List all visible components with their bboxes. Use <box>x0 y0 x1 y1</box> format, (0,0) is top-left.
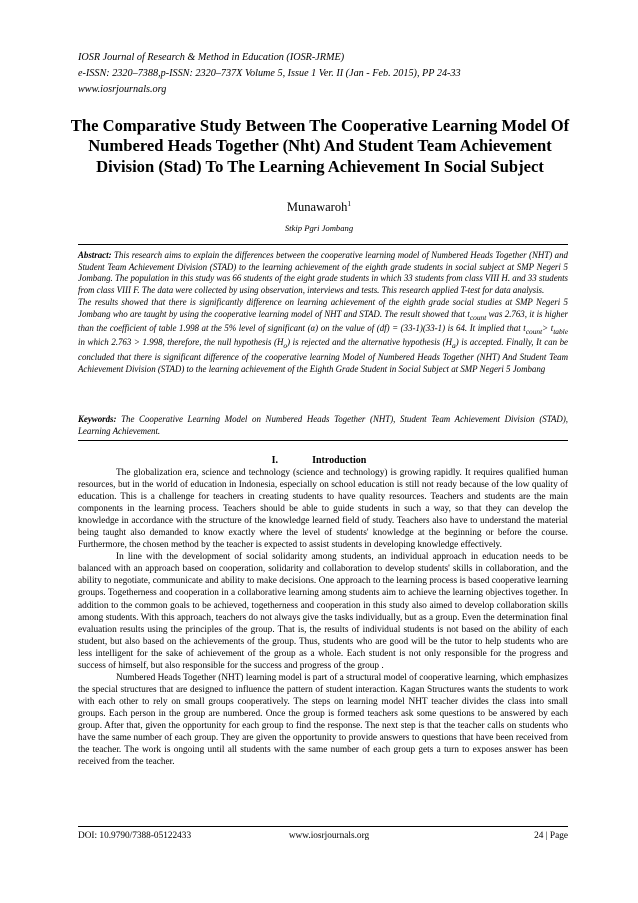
abstract-bottom-rule <box>78 440 568 441</box>
body-paragraph-2: In line with the development of social solidarity among students, an individual approach in education needs to be balanced with an approach based on cooperation, solidarity and collaboration to develop students' skills in collaboration, and the ability to negotiate, communicate and ability to make decisions. One approach to the learning process is based cooperative learning groups. Togetherness and cooperation in a collaborative learning among students aim to achieve the learning objectives together. In addition to the common goals to be achieved, togetherness and cooperation in this study also aimed to develop collaboration skills among students. With this approach, teachers do not always give the tasks individually, but as a group. Even the determination final evaluation results using the principles of the group. That is, the results of individual students is not based on the ability of each student, but also based on the achievements of the group. Thus, students who are good will be the tutor to help students who are less intelligent for the sake of achievement of the group as a whole. Each student is not only responsible for the progress and success of himself, but also responsible for the success and progress of the group . <box>78 552 568 671</box>
section-heading <box>0 455 638 466</box>
keywords-text: The Cooperative Learning Model on Numbered Heads Together (NHT), Student Team Achievement Division (STAD), Learning Achievement. <box>78 414 568 436</box>
abstract-text-2f: ) is accepted. Finally, It can be concluded that there is significant difference of the cooperative learning Model of Numbered Heads Together (NHT) And Student Team Achievement Division (STAD) to the learning achievement of the Eighth Grade Student in Social Subject at SMP Negeri 5 Jombang <box>78 337 568 374</box>
abstract-text-2b: was 2.763, it is higher than the coefficient of table 1.998 at the 5% level of significant (α) on the value of (df) = (33-1)(33-1) is 64. It implied that t <box>78 308 568 333</box>
abstract-text-2c: > t <box>542 323 554 333</box>
paper-title: The Comparative Study Between The Cooperative Learning Model Of Numbered Heads Together (Nht) And Student Team Achievement Division (Stad) To The Learning Achievement In Social Subject <box>70 116 570 176</box>
footer-website: www.iosrjournals.org <box>288 831 370 841</box>
abstract-top-rule <box>78 244 568 245</box>
footer-page-number: 24 | Page <box>534 831 568 841</box>
journal-website: www.iosrjournals.org <box>78 84 167 95</box>
body-text <box>78 467 568 768</box>
abstract-text-2e: ) is rejected and the alternative hypothesis (H <box>287 337 452 348</box>
t-table-subscript: table <box>553 326 568 336</box>
keywords <box>78 413 568 437</box>
abstract <box>78 250 568 375</box>
body-paragraph-3: Numbered Heads Together (NHT) learning model is part of a structural model of cooperative learning, which emphasizes the special structures that are designed to influence the pattern of student interaction. Kagan Structures wants the students to work with each other to rely on small groups cooperatively. The steps on learning model NHT teacher divides the class into small groups. Each person in the group are numbered. Once the group is formed teachers ask some questions to be answered by each group. After that, given the opportunity for each group to find the response. The next step is that the teacher calls on students who have the same number of each group. They are given the opportunity to provide answers to questions that have been received from the teacher. The work is ongoing until all students with the same number of each group gets a turn to exposes answer has been received from the teacher. <box>78 672 568 768</box>
author-affiliation-marker: 1 <box>347 199 352 208</box>
journal-issn: e-ISSN: 2320–7388,p-ISSN: 2320–737X Volume 5, Issue 1 Ver. II (Jan - Feb. 2015), PP 24-33 <box>78 68 461 79</box>
abstract-paragraph-2 <box>78 297 568 376</box>
section-number: I. <box>271 455 279 466</box>
h0-subscript: o <box>283 341 288 351</box>
section-title: Introduction <box>312 455 367 466</box>
t-count-subscript: count <box>469 312 487 322</box>
ha-subscript: a <box>451 341 456 351</box>
abstract-text-2d: in which 2.763 > 1.998, therefore, the null hypothesis (H <box>78 337 284 348</box>
journal-name: IOSR Journal of Research & Method in Education (IOSR-JRME) <box>78 52 345 63</box>
keywords-label: Keywords: <box>78 414 117 424</box>
footer-rule <box>78 826 568 827</box>
author-affiliation: Stkip Pgri Jombang <box>284 223 354 233</box>
author <box>0 199 638 215</box>
abstract-paragraph-1 <box>78 250 568 297</box>
abstract-text-2a: The results showed that there is significantly difference on learning achievement of the eighth grade social studies at SMP Negeri 5 Jombang who are taught by using the cooperative learning model of NHT and STAD. The result showed that t <box>78 296 568 319</box>
body-paragraph-1: The globalization era, science and technology (science and technology) is growing rapidly. It requires qualified human resources, but in the world of education in Indonesia, especially on school education is still not ready because of the low quality of education. This is a challenge for teachers in creating students to have quality resources. Teachers and students are the main components in the learning process. Teachers should be able to guide students in such a way, so that they can develop the knowledge in accordance with the structure of the knowledge learned field of study. Teachers also have to understand the material being taught also demanded to know exactly where the level of students' knowledge at the beginning or before the course. Furthermore, the chosen method by the teacher is expected to assist students in developing knowledge effectively. <box>78 468 568 551</box>
journal-header <box>78 50 568 98</box>
t-count-subscript: count <box>525 326 543 336</box>
abstract-label: Abstract: <box>78 250 112 260</box>
footer-doi: DOI: 10.9790/7388-05122433 <box>78 831 192 841</box>
author-name: Munawaroh <box>286 200 348 215</box>
abstract-text-1: This research aims to explain the differences between the cooperative learning model of Numbered Heads Together (NHT) and Student Team Achievement Division (STAD) to the learning achievement of the eighth grade students in social subject at SMP Negeri 5 Jombang. The population in this study was 66 students of the eight grade students in which 33 students from class VIII H. and 33 students from class VIII F. The data were collected by using observation, interviews and tests. This research applied T-test for data analysis. <box>78 250 568 296</box>
